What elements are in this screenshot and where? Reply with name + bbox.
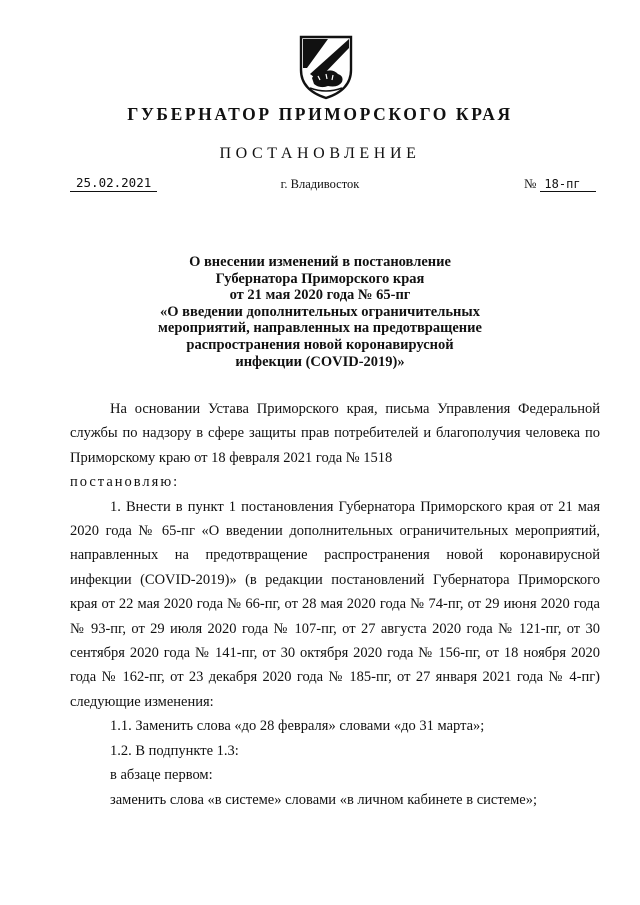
document-body <box>70 397 600 812</box>
document-type: ПОСТАНОВЛЕНИЕ <box>219 145 421 162</box>
document-title <box>0 254 640 370</box>
coat-of-arms-icon <box>298 34 354 100</box>
paragraph-item-1-1: 1.1. Заменить слова «до 28 февраля» словами «до 31 марта»; <box>110 718 485 735</box>
title-line: инфекции (COVID-2019)» <box>235 353 405 370</box>
document-city: г. Владивосток <box>280 177 360 191</box>
paragraph-basis: На основании Устава Приморского края, письма Управления Федеральной службы по надзору в сфере защиты прав потребителей и благополучия человека по Приморскому краю от 18 февраля 2021 года № 1518 <box>70 401 600 466</box>
authority-heading: ГУБЕРНАТОР ПРИМОРСКОГО КРАЯ <box>127 104 513 124</box>
title-line: Губернатора Приморского края <box>215 270 425 287</box>
title-line: распространения новой коронавирусной <box>186 336 454 353</box>
title-line: О внесении изменений в постановление <box>189 254 451 270</box>
number-prefix: № <box>524 176 537 191</box>
title-line: «О введении дополнительных ограничительных <box>160 303 480 320</box>
paragraph-decree: постановляю: <box>70 474 180 491</box>
number-value: 18-пг <box>540 177 596 192</box>
paragraph-item-1: 1. Внести в пункт 1 постановления Губернатора Приморского края от 21 мая 2020 года № 65-пг «О введении дополнительных ограничительных мероприятий, направленных на предотвращение распространения новой коронавирусной инфекции (COVID-2019)» (в редакции постановлений Губернатора Приморского края от 22 мая 2020 года № 66-пг, от 28 мая 2020 года № 74-пг, от 29 июня 2020 года № 93-пг, от 29 июля 2020 года № 107-пг, от 27 августа 2020 года № 121-пг, от 30 сентября 2020 года № 141-пг, от 30 октября 2020 года № 156-пг, от 18 ноября 2020 года № 162-пг, от 23 декабря 2020 года № 185-пг, от 27 января 2021 года № 4-пг) следующие изменения: <box>70 498 600 710</box>
document-number <box>524 176 596 192</box>
document-date: 25.02.2021 <box>70 175 157 192</box>
title-line: мероприятий, направленных на предотвращение <box>158 320 482 337</box>
title-line: от 21 мая 2020 года № 65-пг <box>229 287 411 304</box>
paragraph-subitem: в абзаце первом: <box>110 767 213 784</box>
paragraph-replace: заменить слова «в системе» словами «в личном кабинете в системе»; <box>110 791 537 808</box>
paragraph-item-1-2: 1.2. В подпункте 1.3: <box>110 742 239 759</box>
